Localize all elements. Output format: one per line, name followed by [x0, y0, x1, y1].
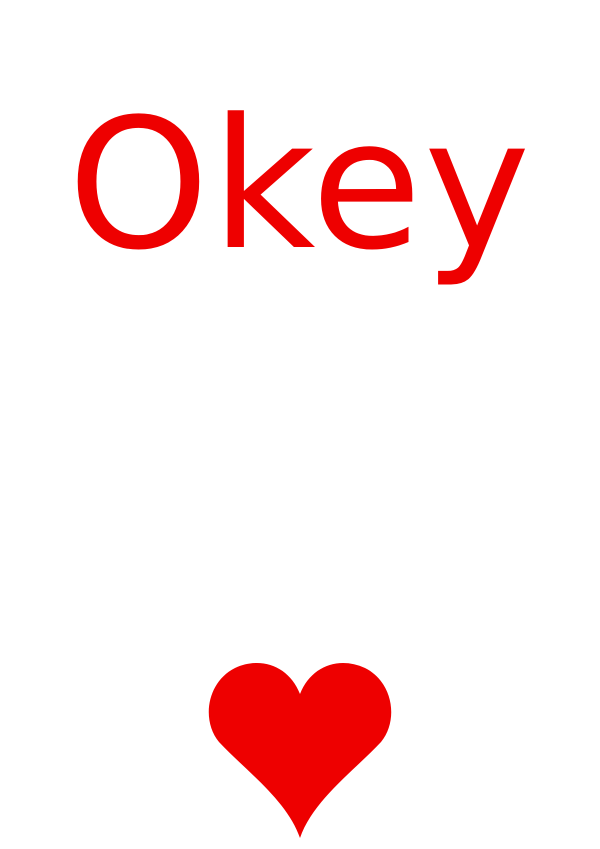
- heart-icon: [205, 660, 395, 840]
- card-title: Okey: [67, 81, 533, 290]
- heart-shape: [209, 663, 391, 838]
